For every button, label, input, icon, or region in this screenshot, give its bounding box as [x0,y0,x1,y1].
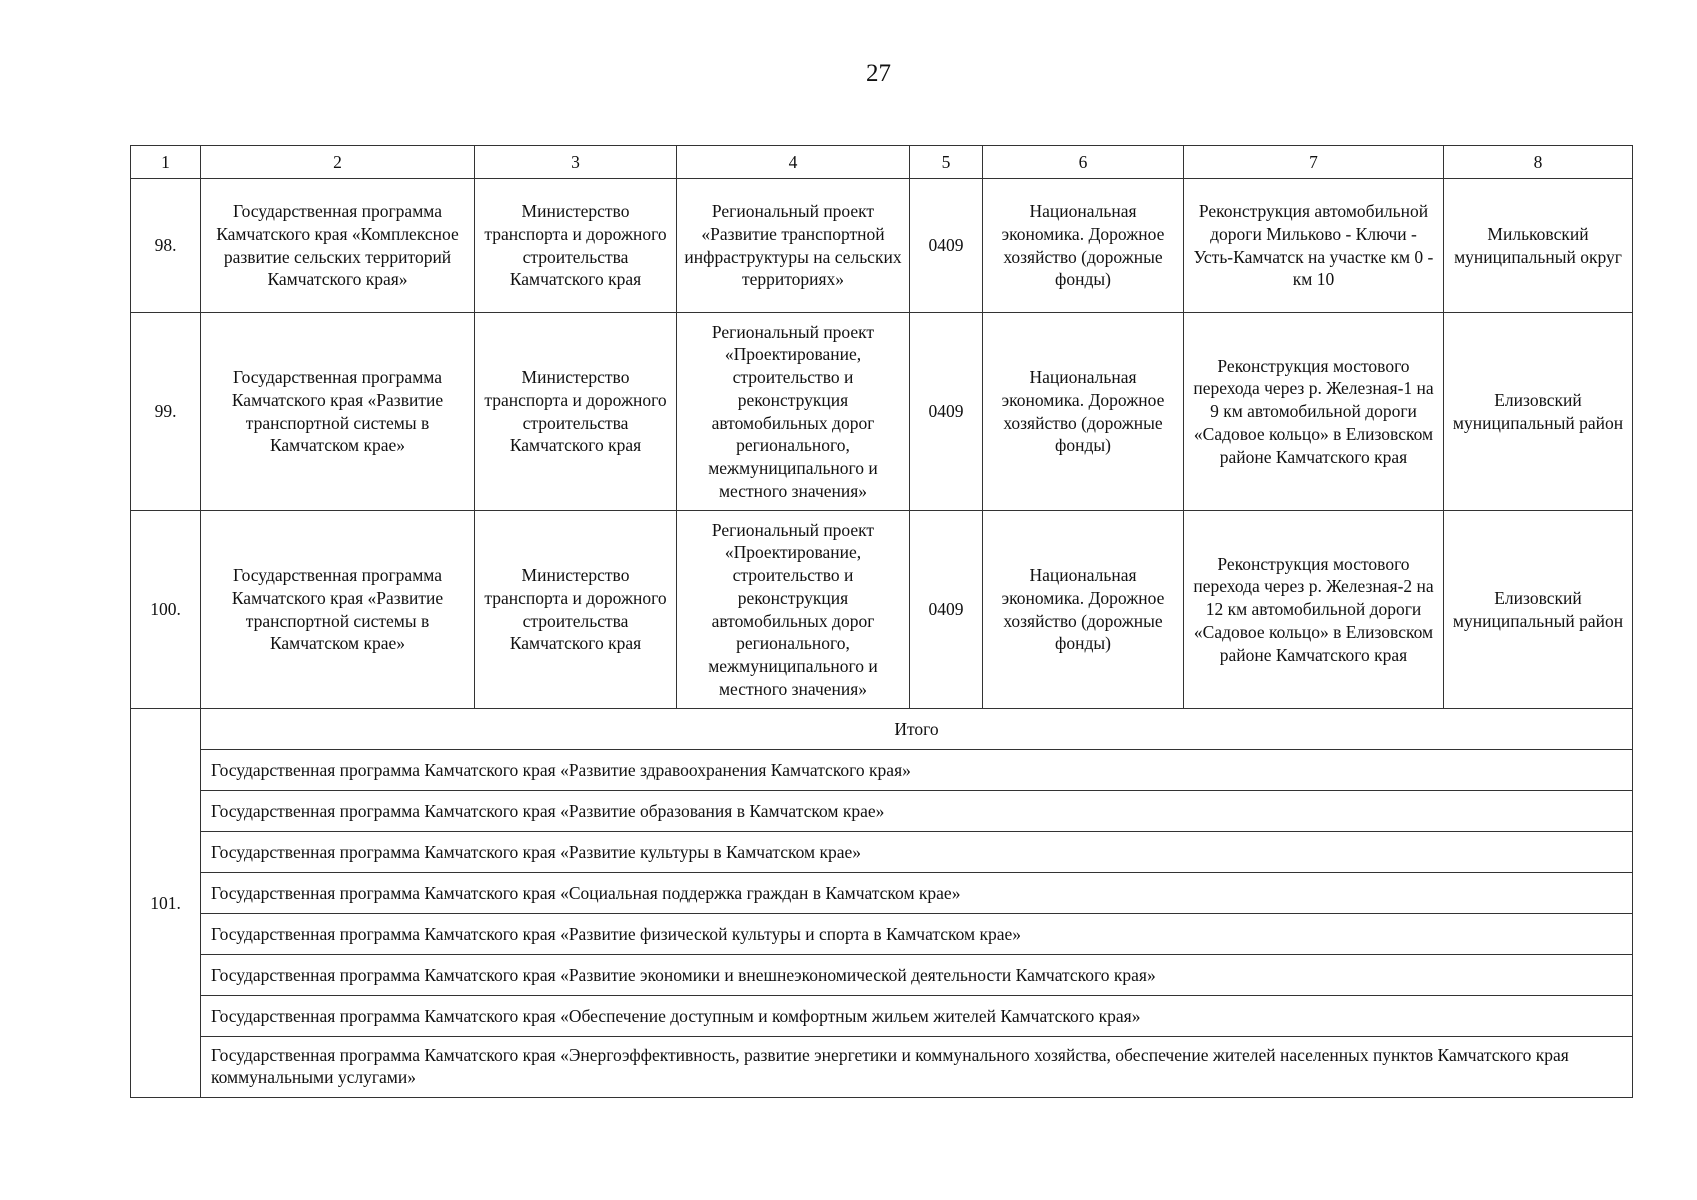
municipality-cell: Елизовский муниципальный район [1444,511,1633,709]
program-cell: Государственная программа Камчатского края «Развитие транспортной системы в Камчатском крае» [201,511,475,709]
summary-program: Государственная программа Камчатского края «Развитие физической культуры и спорта в Камчатском крае» [201,914,1633,955]
program-cell: Государственная программа Камчатского края «Развитие транспортной системы в Камчатском крае» [201,313,475,511]
header-row [131,146,1633,179]
header-cell-8: 8 [1444,146,1633,179]
page-number: 27 [866,60,891,87]
executor-cell: Министерство транспорта и дорожного строительства Камчатского края [475,511,677,709]
code-cell: 0409 [910,511,983,709]
project-cell: Региональный проект «Развитие транспортной инфраструктуры на сельских территориях» [677,179,910,313]
section-cell: Национальная экономика. Дорожное хозяйство (дорожные фонды) [983,179,1184,313]
summary-row [131,955,1633,996]
summary-row [131,873,1633,914]
project-cell: Региональный проект «Проектирование, строительство и реконструкция автомобильных дорог регионального, межмуниципального и местного значения» [677,313,910,511]
header-cell-2: 2 [201,146,475,179]
header-cell-3: 3 [475,146,677,179]
municipality-cell: Елизовский муниципальный район [1444,313,1633,511]
code-cell: 0409 [910,313,983,511]
table-row [131,313,1633,511]
summary-program: Государственная программа Камчатского края «Развитие здравоохранения Камчатского края» [201,750,1633,791]
row-number: 99. [131,313,201,511]
summary-row [131,750,1633,791]
executor-cell: Министерство транспорта и дорожного строительства Камчатского края [475,179,677,313]
summary-row [131,914,1633,955]
object-cell: Реконструкция мостового перехода через р. Железная-1 на 9 км автомобильной дороги «Садовое кольцо» в Елизовском районе Камчатского края [1184,313,1444,511]
summary-row [131,996,1633,1037]
header-cell-5: 5 [910,146,983,179]
row-number: 100. [131,511,201,709]
object-cell: Реконструкция мостового перехода через р. Железная-2 на 12 км автомобильной дороги «Садовое кольцо» в Елизовском районе Камчатского края [1184,511,1444,709]
summary-row-number: 101. [131,709,201,1098]
section-cell: Национальная экономика. Дорожное хозяйство (дорожные фонды) [983,313,1184,511]
header-cell-6: 6 [983,146,1184,179]
summary-program: Государственная программа Камчатского края «Развитие образования в Камчатском крае» [201,791,1633,832]
summary-program: Государственная программа Камчатского края «Энергоэффективность, развитие энергетики и коммунального хозяйства, обеспечение жителей населенных пунктов Камчатского края коммунальными услугами» [201,1037,1633,1098]
header-cell-1: 1 [131,146,201,179]
municipality-cell: Мильковский муниципальный округ [1444,179,1633,313]
summary-total-row [131,709,1633,750]
object-cell: Реконструкция автомобильной дороги Мильково - Ключи - Усть-Камчатск на участке км 0 - км 10 [1184,179,1444,313]
summary-row [131,1037,1633,1098]
row-number: 98. [131,179,201,313]
summary-program: Государственная программа Камчатского края «Развитие экономики и внешнеэкономической деятельности Камчатского края» [201,955,1633,996]
header-cell-7: 7 [1184,146,1444,179]
header-cell-4: 4 [677,146,910,179]
table-row [131,179,1633,313]
table-row [131,511,1633,709]
section-cell: Национальная экономика. Дорожное хозяйство (дорожные фонды) [983,511,1184,709]
summary-program: Государственная программа Камчатского края «Социальная поддержка граждан в Камчатском крае» [201,873,1633,914]
summary-program: Государственная программа Камчатского края «Развитие культуры в Камчатском крае» [201,832,1633,873]
project-cell: Региональный проект «Проектирование, строительство и реконструкция автомобильных дорог регионального, межмуниципального и местного значения» [677,511,910,709]
summary-row [131,791,1633,832]
budget-table [130,145,1633,1098]
summary-program: Государственная программа Камчатского края «Обеспечение доступным и комфортным жильем жителей Камчатского края» [201,996,1633,1037]
code-cell: 0409 [910,179,983,313]
executor-cell: Министерство транспорта и дорожного строительства Камчатского края [475,313,677,511]
total-label: Итого [201,709,1633,750]
program-cell: Государственная программа Камчатского края «Комплексное развитие сельских территорий Камчатского края» [201,179,475,313]
summary-row [131,832,1633,873]
